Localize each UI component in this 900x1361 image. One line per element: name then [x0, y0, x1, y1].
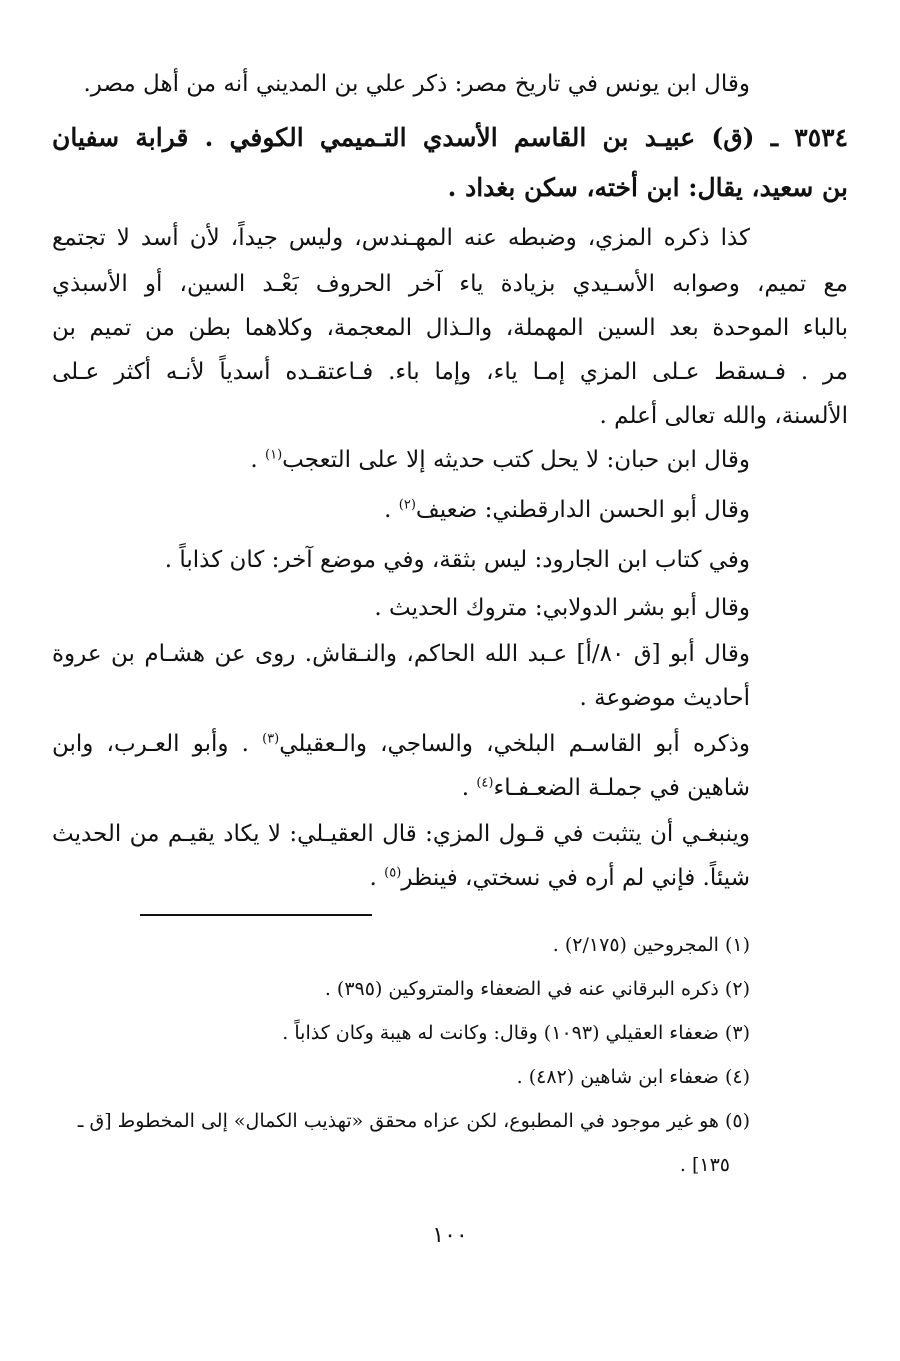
line-text: وذكره أبو القاسـم البلخي، والساجي، والـعقيلي — [279, 731, 751, 757]
footnote-2: (٢) ذكره البرقاني عنه في الضعفاء والمتروكين (٣٩٥) . — [324, 978, 750, 1000]
footnote-ref-1: (١) — [265, 447, 283, 463]
footnote-ref-5: (٥) — [384, 865, 402, 881]
line-text: وقال أبو الحسن الدارقطني: ضعيف — [415, 497, 750, 523]
page-number: ١٠٠ — [432, 1223, 468, 1248]
line-tail: . — [369, 865, 385, 891]
body-line-11: وفي كتاب ابن الجارود: ليس بثقة، وفي موضع آخر: كان كذاباً . — [164, 547, 750, 573]
body-line-15 — [52, 724, 750, 764]
entry-heading-line-1: ٣٥٣٤ ـ (ق) عبيـد بن القاسم الأسدي التـميمي الكوفي . قرابة سفيان — [52, 123, 848, 152]
line-text: شاهين في جملـة الضعـفـاء — [493, 775, 750, 801]
line-text: شيئاً. فإني لم أره في نسختي، فينظر — [401, 865, 750, 891]
footnote-5: (٥) هو غير موجود في المطبوع، لكن عزاه محقق «تهذيب الكمال» إلى المخطوط [ق ـ — [77, 1110, 750, 1132]
body-line-1: وقال ابن يونس في تاريخ مصر: ذكر علي بن المديني أنه من أهل مصر. — [83, 71, 750, 97]
line-text: وقال ابن حبان: لا يحل كتب حديثه إلا على التعجب — [282, 447, 750, 473]
body-line-9 — [52, 440, 750, 480]
footnote-separator — [140, 914, 372, 916]
line-tail: . — [384, 497, 399, 523]
line-tail: . وأبو العـرب، وابن — [52, 731, 263, 757]
footnote-3: (٣) ضعفاء العقيلي (١٠٩٣) وقال: وكانت له هيبة وكان كذاباً . — [282, 1022, 750, 1044]
footnote-ref-2: (٢) — [398, 497, 416, 513]
body-line-12: وقال أبو بشر الدولابي: متروك الحديث . — [374, 595, 750, 621]
body-line-14: أحاديث موضوعة . — [579, 685, 750, 711]
body-line-17: وينبغـي أن يتثبت في قـول المزي: قال العقيـلي: لا يكاد يقيـم من الحديث — [52, 821, 750, 847]
footnote-ref-3: (٣) — [262, 731, 280, 747]
body-line-6: بالباء الموحدة بعد السين المهملة، والـذال المعجمة، وكلاهما بطن من تميم بن — [52, 315, 848, 341]
footnote-ref-4: (٤) — [476, 775, 494, 791]
body-line-18 — [52, 858, 750, 898]
body-line-13: وقال أبو [ق ٨٠/أ] عـبد الله الحاكم، والنـقاش. روى عن هشـام بن عروة — [52, 641, 750, 667]
body-line-5: مع تميم، وصوابه الأسـيدي بزيادة ياء آخر الحروف بَعْـد السين، أو الأسبذي — [52, 271, 848, 297]
body-line-8: الألسنة، والله تعالى أعلم . — [599, 403, 848, 429]
footnote-5-continuation: ١٣٥] . — [679, 1154, 730, 1176]
footnote-4: (٤) ضعفاء ابن شاهين (٤٨٢) . — [516, 1066, 750, 1088]
body-line-7: مر . فـسقط عـلى المزي إمـا ياء، وإما باء. فـاعتقـده أسدياً لأنـه أكثر عـلى — [52, 359, 848, 385]
footnote-1: (١) المجروحين (٢/١٧٥) . — [552, 934, 750, 956]
body-line-10 — [52, 490, 750, 530]
body-line-16 — [52, 768, 750, 808]
entry-heading-line-2: بن سعيد، يقال: ابن أخته، سكن بغداد . — [447, 173, 848, 202]
body-line-4: كذا ذكره المزي، وضبطه عنه المهـندس، وليس جيداً، لأن أسد لا تجتمع — [52, 225, 750, 251]
line-tail: . — [461, 775, 477, 801]
line-tail: . — [250, 447, 266, 473]
